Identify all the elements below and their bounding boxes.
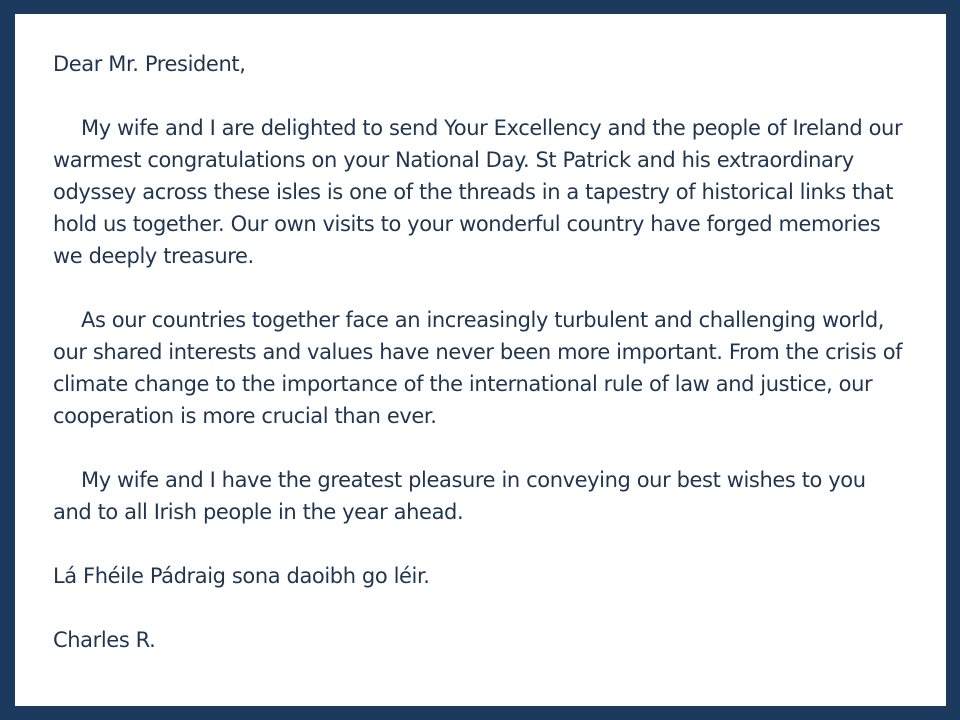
- letter-body: [53, 48, 903, 656]
- letter-signature: Charles R.: [53, 628, 156, 652]
- letter-paragraph-2: As our countries together face an increasingly turbulent and challenging world, our shared interests and values have never been more important. From the crisis of climate change to the importance of the international rule of law and justice, our cooperation is more crucial than ever.: [53, 308, 903, 428]
- letter-salutation: Dear Mr. President,: [53, 52, 246, 76]
- letter-paragraph-1: My wife and I are delighted to send Your Excellency and the people of Ireland our warmest congratulations on your National Day. St Patrick and his extraordinary odyssey across these isles is one of the threads in a tapestry of historical links that hold us together. Our own visits to your wonderful country have forged memories we deeply treasure.: [53, 116, 903, 268]
- letter-paragraph-3: My wife and I have the greatest pleasure in conveying our best wishes to you and to all Irish people in the year ahead.: [53, 468, 866, 524]
- letter-page: [15, 14, 946, 706]
- letter-irish-greeting: Lá Fhéile Pádraig sona daoibh go léir.: [53, 564, 430, 588]
